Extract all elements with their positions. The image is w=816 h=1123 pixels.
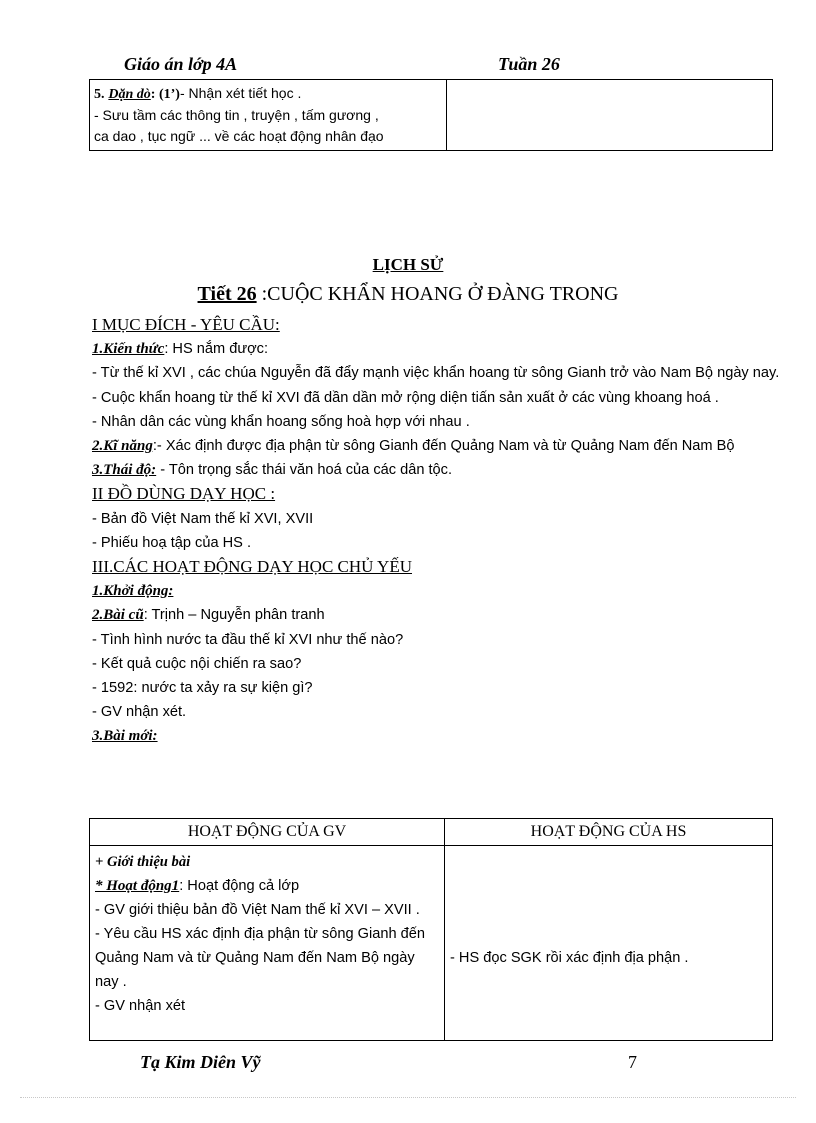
new-lesson-line: 3.Bài mới:	[92, 728, 158, 745]
header-week: Tuần 26	[498, 54, 560, 74]
page-number: 7	[628, 1052, 637, 1072]
old-lesson-item: - Tình hình nước ta đầu thế kỉ XVI như thế nào?	[92, 631, 404, 648]
hs-activity-cell	[445, 846, 773, 1041]
old-lesson-item: - GV nhận xét.	[92, 704, 187, 721]
homework-line: - Sưu tầm các thông tin , truyện , tấm gương ,	[94, 107, 379, 123]
homework-empty-cell	[447, 80, 773, 151]
attitude-line: 3.Thái độ: - Tôn trọng sắc thái văn hoá của các dân tộc.	[92, 462, 453, 479]
subject-title: LỊCH SỬ	[372, 255, 444, 274]
lesson-number: Tiết 26	[197, 283, 257, 305]
homework-label: Dặn dò	[108, 87, 151, 102]
equipment-item: - Phiếu hoạ tập của HS .	[92, 534, 252, 551]
skill-line: 2.Kĩ năng:- Xác định được địa phận từ sông Gianh đến Quảng Nam và từ Quảng Nam đến Nam Bộ	[92, 438, 735, 455]
gv-intro: + Giới thiệu bài	[95, 854, 191, 870]
homework-cell	[90, 80, 447, 151]
section-3-heading: III.CÁC HOẠT ĐỘNG DẠY HỌC CHỦ YẾU	[92, 557, 412, 577]
knowledge-item: - Cuộc khẩn hoang từ thế kỉ XVI đã dần dần mở rộng diện tiấn sản xuất ở các vùng khoang hoá .	[92, 389, 719, 406]
gv-activity-cell	[90, 846, 445, 1041]
equipment-item: - Bản đồ Việt Nam thế kỉ XVI, XVII	[92, 510, 314, 527]
section-1-heading: I MỤC ĐÍCH - YÊU CẦU:	[92, 315, 280, 334]
section-2-heading: II ĐỒ DÙNG DẠY HỌC :	[92, 484, 276, 504]
header-class: Giáo án lớp 4A	[124, 54, 238, 74]
gv-activity-line: * Hoạt động1: Hoạt động cả lớp	[95, 878, 300, 894]
hs-item: - HS đọc SGK rồi xác định địa phận .	[450, 950, 689, 966]
activity-table	[89, 818, 773, 1041]
homework-title: 5. Dặn dò: (1’)- Nhận xét tiết học .	[94, 85, 302, 102]
activity-header-gv: HOẠT ĐỘNG CỦA GV	[90, 819, 445, 846]
gv-item: - GV nhận xét	[95, 998, 186, 1014]
warmup-line: 1.Khởi động:	[92, 583, 174, 600]
knowledge-line: 1.Kiến thức: HS nắm được:	[92, 341, 269, 358]
old-lesson-item: - 1592: nước ta xảy ra sự kiện gì?	[92, 680, 313, 697]
gv-item: - GV giới thiệu bản đồ Việt Nam thế kỉ XVI – XVII .	[95, 902, 420, 918]
footer-author: Tạ Kim Diên Vỹ	[140, 1052, 261, 1072]
activity-header-hs: HOẠT ĐỘNG CỦA HS	[445, 819, 773, 846]
old-lesson-line: 2.Bài cũ: Trịnh – Nguyễn phân tranh	[92, 607, 325, 624]
homework-table	[89, 79, 773, 151]
gv-item: - Yêu cầu HS xác định địa phận từ sông Gianh đến Quảng Nam và từ Quảng Nam đến Nam Bộ ngày nay .	[95, 926, 425, 990]
lesson-body	[92, 313, 782, 749]
lesson-name: :CUỘC KHẨN HOANG Ở ĐÀNG TRONG	[256, 283, 619, 305]
lesson-title	[0, 283, 816, 306]
page-bottom-divider	[20, 1097, 796, 1098]
page-header	[124, 54, 684, 78]
old-lesson-item: - Kết quả cuộc nội chiến ra sao?	[92, 655, 302, 672]
knowledge-item: - Nhân dân các vùng khẩn hoang sống hoà hợp với nhau .	[92, 413, 470, 430]
homework-line: ca dao , tục ngữ ... về các hoạt động nhân đạo	[94, 128, 384, 144]
knowledge-item: - Từ thế kỉ XVI , các chúa Nguyễn đã đẩy mạnh việc khẩn hoang từ sông Gianh trở vào Nam Bộ ngày nay.	[92, 365, 780, 382]
